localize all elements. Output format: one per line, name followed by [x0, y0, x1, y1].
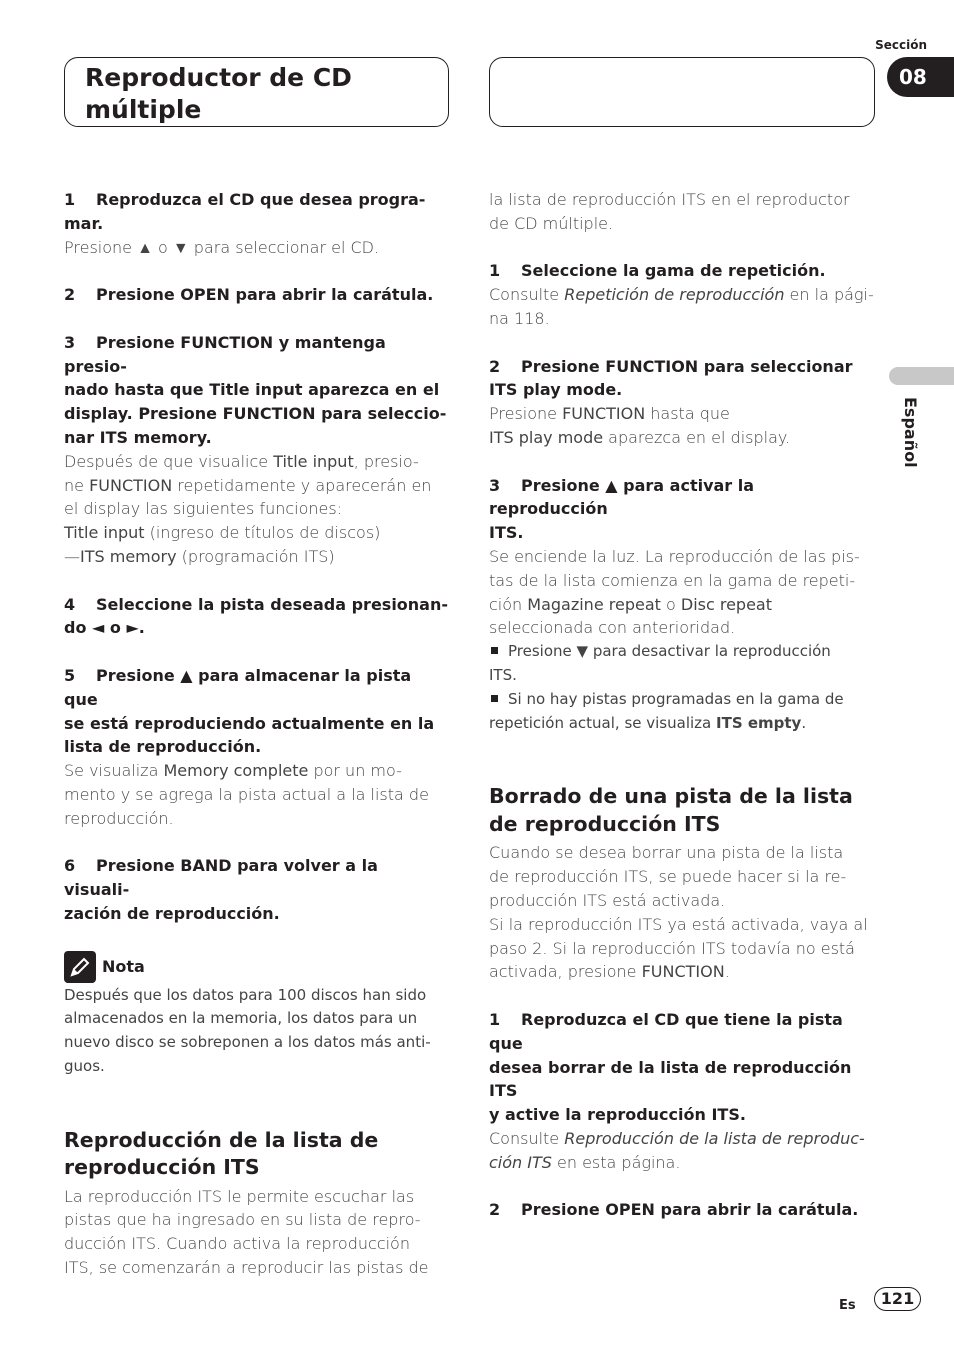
repeat-step-2	[489, 355, 877, 403]
language-tab-bar	[889, 367, 954, 385]
step-text: Seleccione la gama de repetición.	[521, 261, 826, 281]
step-text: nar ITS memory.	[64, 427, 212, 447]
step-text: ITS play mode.	[489, 380, 623, 400]
repeat-step-3	[489, 474, 877, 545]
step-text: Presione FUNCTION y mantenga presio-	[64, 332, 386, 376]
step-text: Presione ▲ para activar la reproducción	[489, 475, 755, 519]
step-5	[64, 664, 448, 759]
step-number: 5	[64, 665, 76, 685]
section-heading-its-delete: Borrado de una pista de la lista de reproducción ITS	[489, 784, 853, 836]
step-number: 1	[489, 261, 501, 281]
bullet-item: Presione ▼ para desactivar la reproducción ITS.	[489, 642, 831, 684]
step-text: Seleccione la pista deseada presionan-	[96, 594, 449, 614]
its-playback-paragraph: La reproducción ITS le permite escuchar las pistas que ha ingresado en su lista de repro- ducción ITS. Cuando activa la reproducción ITS, se comenzarán a reproducir las pistas de	[64, 1186, 429, 1278]
chapter-title	[85, 62, 352, 126]
step-number: 1	[64, 190, 76, 209]
delete-step-1	[489, 1008, 877, 1127]
step-text: Presione OPEN para abrir la carátula.	[96, 285, 434, 305]
note-body: Después que los datos para 100 discos han sido almacenados en la memoria, los datos para un nuevo disco se sobreponen a los datos más anti- guos.	[64, 985, 431, 1075]
repeat-step-2-description: Presione FUNCTION hasta que ITS play mode aparezca en el display.	[489, 404, 791, 447]
step-text: y active la reproducción ITS.	[489, 1105, 746, 1125]
step-number: 2	[64, 285, 76, 305]
note-title: Nota	[102, 956, 145, 976]
repeat-step-1	[489, 259, 877, 283]
section-heading-its-playback: Reproducción de la lista de reproducción ITS	[64, 1127, 379, 1180]
step-text: desea borrar de la lista de reproducción ITS	[489, 1057, 852, 1101]
repeat-step-1-description: Consulte Repetición de reproducción en la pági- na 118.	[489, 285, 874, 328]
step-text: Reproduzca el CD que desea progra-	[96, 190, 426, 209]
header-blank-box	[489, 57, 875, 127]
its-delete-paragraph: Cuando se desea borrar una pista de la lista de reproducción ITS, se puede hacer si la re- producción ITS está activada. Si la reproducción ITS ya está activada, vaya al paso 2. Si la reproducción ITS todavía no está activada, presione FUNCTION.	[489, 843, 868, 982]
step-text: Reproduzca el CD que tiene la pista que	[489, 1009, 843, 1053]
step-6	[64, 854, 448, 925]
step-text: lista de reproducción.	[64, 737, 262, 757]
step-2	[64, 283, 448, 307]
step-3-description: Después de que visualice Title input, presio- ne FUNCTION repetidamente y aparecerán en el display las siguientes funciones: Title input (ingreso de títulos de discos) —ITS memory (programación ITS)	[64, 451, 432, 566]
step-text: mar.	[64, 213, 104, 233]
step-1	[64, 188, 448, 236]
step-number: 3	[489, 475, 501, 495]
bullet-square-icon	[491, 647, 498, 654]
step-text: zación de reproducción.	[64, 903, 280, 923]
step-4	[64, 593, 448, 641]
step-text: ITS.	[489, 523, 524, 543]
step-number: 3	[64, 332, 76, 352]
delete-step-2	[489, 1198, 877, 1222]
step-text: Presione BAND para volver a la visuali-	[64, 856, 378, 900]
step-5-description: Se visualiza Memory complete por un mo- mento y se agrega la pista actual a la lista de reproducción.	[64, 761, 429, 828]
right-column	[489, 188, 877, 1222]
step-text: do ◄ o ►.	[64, 618, 145, 638]
continued-paragraph: la lista de reproducción ITS en el reproductor de CD múltiple.	[489, 190, 850, 233]
section-number-badge: 08	[887, 57, 954, 97]
repeat-step-3-description: Se enciende la luz. La reproducción de las pis- tas de la lista comienza en la gama de repeti- ción Magazine repeat o Disc repeat seleccionada con anterioridad.	[489, 546, 860, 638]
step-text: nado hasta que Title input aparezca en el	[64, 380, 440, 400]
chapter-title-line2: múltiple	[85, 95, 202, 124]
step-number: 2	[489, 1200, 501, 1220]
step-3	[64, 331, 448, 450]
step-number: 6	[64, 856, 76, 876]
step-text: se está reproduciendo actualmente en la	[64, 713, 435, 733]
step-text: display. Presione FUNCTION para seleccio-	[64, 404, 447, 424]
note-header	[64, 950, 448, 984]
step-text: Presione FUNCTION para seleccionar	[521, 356, 853, 376]
step-number: 1	[489, 1009, 501, 1029]
step-text: Presione OPEN para abrir la carátula.	[521, 1200, 859, 1220]
chapter-title-line1: Reproductor de CD	[85, 63, 352, 92]
footer-language-code: Es	[839, 1298, 856, 1313]
section-label: Sección	[875, 38, 927, 52]
step-1-description: Presione ▲ o ▼ para seleccionar el CD.	[64, 237, 380, 257]
language-tab-label: Español	[901, 397, 920, 468]
step-number: 4	[64, 594, 76, 614]
note-pencil-icon	[64, 951, 96, 983]
step-text: Presione ▲ para almacenar la pista que	[64, 665, 412, 709]
chapter-title-box	[64, 57, 449, 127]
delete-step-1-description: Consulte Reproducción de la lista de reproduc- ción ITS en esta página.	[489, 1128, 865, 1172]
bullet-square-icon	[491, 695, 498, 702]
bullet-item: Si no hay pistas programadas en la gama de repetición actual, se visualiza ITS empty.	[489, 689, 844, 732]
page-number: 121	[874, 1287, 921, 1311]
step-number: 2	[489, 356, 501, 376]
left-column	[64, 188, 448, 1280]
